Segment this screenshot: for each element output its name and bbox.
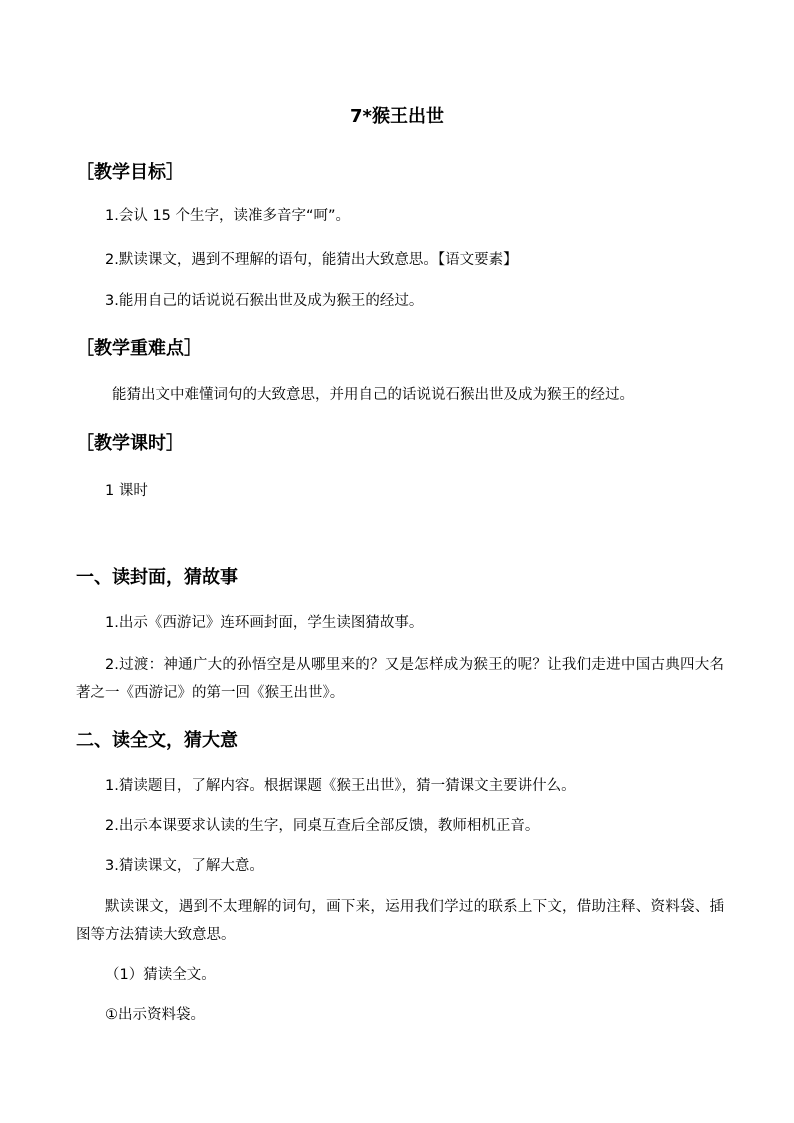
hours-text: 1 课时 — [105, 483, 148, 499]
hours-heading: ［教学课时］ — [76, 433, 184, 454]
section-2-item-1: 1.猜读题目，了解内容。根据课题《猴王出世》，猜一猜课文主要讲什么。 — [105, 778, 576, 794]
section-2-item-2: 2.出示本课要求认读的生字，同桌互查后全部反馈，教师相机正音。 — [105, 818, 540, 834]
section-2-heading: 二、读全文，猜大意 — [76, 730, 238, 751]
section-1-item-1: 1.出示《西游记》连环画封面，学生读图猜故事。 — [105, 615, 424, 631]
objective-item-1: 1.会认 15 个生字，读准多音字“呵”。 — [105, 208, 351, 224]
section-2-sub-2: ①出示资料袋。 — [105, 1007, 205, 1023]
section-2-item-3: 3.猜读课文，了解大意。 — [105, 858, 264, 874]
objective-item-3: 3.能用自己的话说说石猴出世及成为猴王的经过。 — [105, 293, 424, 309]
section-2-sub-1: （1）猜读全文。 — [105, 967, 216, 983]
key-points-text: 能猜出文中难懂词句的大致意思，并用自己的话说说石猴出世及成为猴王的经过。 — [112, 387, 634, 403]
objective-item-2: 2.默读课文，遇到不理解的语句，能猜出大致意思。【语文要素】 — [105, 252, 518, 268]
page-title: 7*猴王出世 — [350, 106, 444, 127]
section-2-paragraph: 默读课文，遇到不太理解的词句，画下来，运用我们学过的联系上下文，借助注释、资料袋、插图等方法猜读大致意思。 — [76, 899, 724, 943]
section-1-heading: 一、读封面，猜故事 — [76, 567, 238, 588]
key-points-heading: ［教学重难点］ — [76, 338, 202, 359]
section-1-item-2: 2.过渡：神通广大的孙悟空是从哪里来的？又是怎样成为猴王的呢？让我们走进中国古典四大名著之一《西游记》的第一回《猴王出世》。 — [76, 657, 724, 701]
objectives-heading: ［教学目标］ — [76, 162, 184, 183]
